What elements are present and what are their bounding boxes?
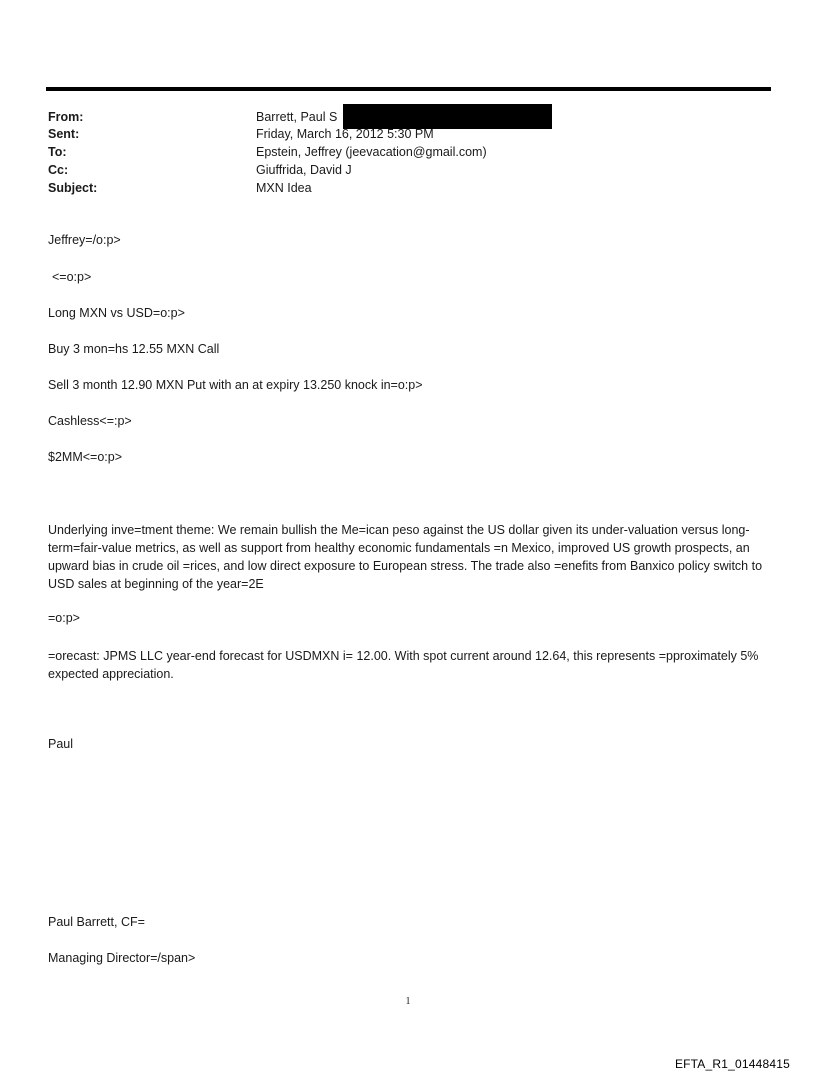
cc-label: Cc:: [48, 163, 69, 177]
signature-title: Managing Director=/span>: [48, 951, 196, 965]
to-label: To:: [48, 145, 67, 159]
to-value: Epstein, Jeffrey (jeevacation@gmail.com): [256, 145, 487, 159]
trade-notional: $2MM<=o:p>: [48, 450, 123, 464]
trade-buy-leg: Buy 3 mon=hs 12.55 MXN Call: [48, 342, 220, 356]
from-value: Barrett, Paul S: [256, 110, 338, 124]
page-number: 1: [405, 996, 411, 1007]
redaction-box: [343, 104, 552, 129]
trade-direction: Long MXN vs USD=o:p>: [48, 306, 185, 320]
trade-sell-leg: Sell 3 month 12.90 MXN Put with an at expiry 13.250 knock in=o:p>: [48, 378, 423, 392]
from-label: From:: [48, 110, 84, 124]
signoff: Paul: [48, 737, 74, 751]
sent-label: Sent:: [48, 127, 80, 141]
investment-theme-paragraph: Underlying inve=tment theme: We remain bullish the Me=ican peso against the US dollar given its under-valuation versus long-term=fair-value metrics, as well as support from healthy economic fundamentals =n Mexico, improved US growth prospects, an upward bias in crude oil =rices, and low direct exposure to European stress. The trade also =enefits from Banxico policy switch to USD sales at beginning of the year=2E: [48, 523, 763, 591]
document-id: EFTA_R1_01448415: [674, 1057, 790, 1071]
top-rule: [46, 87, 771, 91]
subject-value: MXN Idea: [256, 181, 312, 195]
body-blank-line: <=o:p>: [52, 270, 92, 284]
forecast-paragraph: =orecast: JPMS LLC year-end forecast for USDMXN i= 12.00. With spot current around 12.64, this represents =pproximately 5% expected appreciation.: [48, 649, 759, 681]
sent-value: Friday, March 16, 2012 5:30 PM: [256, 127, 434, 141]
subject-label: Subject:: [48, 181, 98, 195]
greeting: Jeffrey=/o:p>: [48, 233, 121, 247]
signature-name: Paul Barrett, CF=: [48, 915, 145, 929]
body-blank-line-2: =o:p>: [48, 611, 80, 625]
trade-cost: Cashless<=:p>: [48, 414, 132, 428]
cc-value: Giuffrida, David J: [256, 163, 352, 177]
